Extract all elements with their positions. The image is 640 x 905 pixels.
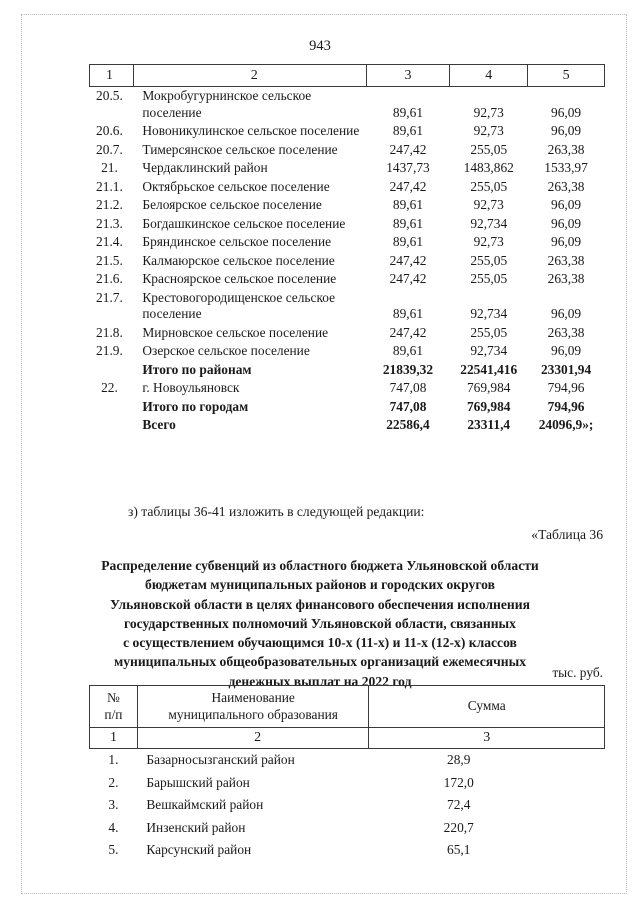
value-cell: 1437,73 — [386, 160, 430, 175]
row-number-cell: 22. — [101, 380, 118, 395]
subvention-distribution-table — [89, 685, 605, 862]
value-cell: 747,08 — [389, 398, 427, 414]
row-number-cell: 21.4. — [96, 234, 123, 249]
amendment-paragraph: з) таблицы 36-41 изложить в следующей редакции: — [128, 504, 425, 519]
municipality-name-cell: Чердаклинский район — [142, 160, 268, 175]
table-row — [90, 122, 605, 141]
row-number-cell — [90, 398, 134, 417]
municipality-name-cell: Бряндинское сельское поселение — [142, 234, 332, 249]
column-number-cell: 5 — [528, 65, 605, 87]
table-row — [90, 178, 605, 197]
value-cell: 255,05 — [470, 252, 508, 268]
municipality-name-cell: Базарносызганский район — [146, 752, 295, 767]
column-number-cell: 2 — [133, 65, 366, 87]
value-cell: 92,734 — [470, 306, 508, 321]
header-municipality-name — [137, 686, 369, 728]
municipality-name-cell: Крестовогородищенское сельское поселение — [142, 289, 336, 321]
municipality-name-cell: Красноярское сельское поселение — [142, 271, 337, 286]
municipality-name-cell: Озерское сельское поселение — [142, 343, 310, 358]
municipality-name-cell: Новоникулинское сельское поселение — [142, 123, 360, 138]
value-cell: 89,61 — [392, 104, 424, 120]
table-row — [90, 416, 605, 435]
row-number-cell: 21.6. — [96, 271, 123, 286]
table-one-container — [89, 64, 605, 435]
value-cell: 96,09 — [551, 306, 582, 321]
value-cell: 96,09 — [551, 123, 582, 138]
row-number-cell: 21.3. — [96, 215, 123, 231]
table-row — [90, 270, 605, 289]
table-row — [90, 361, 605, 380]
row-number-cell: 20.7. — [96, 141, 123, 157]
municipality-name-cell: г. Новоульяновск — [142, 380, 240, 395]
header-no-line2: п/п — [104, 706, 123, 722]
value-cell: 92,734 — [470, 215, 508, 231]
value-cell: 263,38 — [547, 252, 585, 268]
municipality-name-cell: Вешкаймский район — [146, 797, 264, 812]
units-label: тыс. руб. — [552, 665, 603, 680]
page-title — [60, 556, 580, 691]
municipality-name-cell: Мирновское сельское поселение — [142, 324, 329, 340]
municipality-name-cell: Барышский район — [146, 774, 250, 790]
table-caption-label: «Таблица 36 — [531, 527, 603, 542]
value-cell: 769,984 — [466, 380, 511, 395]
value-cell: 1533,97 — [544, 160, 588, 175]
page-title-line: Распределение субвенций из областного бюджета Ульяновской области — [101, 558, 539, 573]
row-number-cell: 21.9. — [96, 343, 123, 358]
row-number-cell: 21.1. — [96, 178, 123, 194]
value-cell: 92,73 — [473, 197, 504, 212]
value-cell: 747,08 — [389, 380, 427, 395]
row-number-cell: 5. — [108, 842, 119, 857]
table-row — [90, 342, 605, 361]
value-cell: 89,61 — [392, 123, 424, 138]
value-cell: 96,09 — [551, 197, 582, 212]
table-row — [90, 196, 605, 215]
value-cell: 96,09 — [551, 343, 582, 358]
table-row — [90, 159, 605, 178]
column-number-cell: 2 — [137, 728, 369, 749]
header-no-line1: № — [107, 690, 120, 705]
column-number-cell: 1 — [90, 65, 134, 87]
table-row — [90, 252, 605, 271]
value-cell: 247,42 — [389, 141, 427, 157]
municipality-name-cell: Инзенский район — [146, 819, 246, 835]
row-number-cell: 21.2. — [96, 197, 123, 212]
table-row — [90, 772, 605, 795]
municipality-name-cell: Карсунский район — [146, 842, 252, 857]
value-cell: 89,61 — [392, 197, 424, 212]
header-name-line1: Наименование — [211, 690, 295, 705]
value-cell: 794,96 — [547, 398, 585, 414]
value-cell: 247,42 — [389, 178, 427, 194]
value-cell: 24096,9»; — [538, 417, 594, 432]
page-title-line: муниципальных общеобразовательных организаций ежемесячных — [113, 654, 527, 670]
table-row — [90, 87, 605, 123]
value-cell: 23311,4 — [467, 417, 511, 432]
value-cell: 89,61 — [392, 343, 424, 358]
header-row-number — [90, 686, 138, 728]
column-number-cell: 3 — [366, 65, 450, 87]
municipality-name-cell: Всего — [142, 417, 176, 432]
table-two-header-row — [90, 686, 605, 728]
value-cell: 92,73 — [473, 123, 504, 138]
table-one-column-number-row — [90, 65, 605, 87]
page-title-line: государственных полномочий Ульяновской области, связанных — [124, 615, 516, 631]
row-number-cell — [90, 416, 134, 435]
column-number-cell: 3 — [369, 728, 605, 749]
row-number-cell: 4. — [108, 819, 119, 835]
municipality-name-cell: Итого по городам — [142, 398, 249, 414]
municipality-name-cell: Калмаюрское сельское поселение — [142, 252, 335, 268]
value-cell: 89,61 — [392, 215, 424, 231]
municipality-name-cell: Белоярское сельское поселение — [142, 197, 322, 212]
value-cell: 255,05 — [470, 271, 508, 286]
municipality-name-cell: Тимерсянское сельское поселение — [142, 141, 338, 157]
value-cell: 22541,416 — [460, 361, 518, 377]
table-row — [90, 749, 605, 772]
value-cell: 255,05 — [470, 324, 508, 340]
value-cell: 92,73 — [473, 234, 504, 249]
row-number-cell: 20.5. — [96, 88, 123, 103]
municipality-name-cell: Октябрьское сельское поселение — [142, 178, 330, 194]
row-number-cell: 2. — [108, 774, 119, 790]
value-cell: 247,42 — [389, 252, 427, 268]
municipality-name-cell: Мокробугурнинское сельское поселение — [142, 88, 312, 120]
value-cell: 23301,94 — [540, 361, 592, 377]
value-cell: 247,42 — [389, 324, 427, 340]
value-cell: 255,05 — [470, 141, 508, 157]
page-number: 943 — [309, 38, 331, 54]
municipality-name-cell: Богдашкинское сельское поселение — [142, 215, 346, 231]
page-title-line: бюджетам муниципальных районов и городских округов — [145, 577, 495, 593]
value-cell: 794,96 — [547, 380, 585, 395]
page-title-line: Ульяновской области в целях финансового обеспечения исполнения — [110, 596, 530, 612]
value-cell: 263,38 — [547, 178, 585, 194]
value-cell: 89,61 — [392, 306, 424, 321]
row-number-cell: 21.7. — [96, 289, 123, 305]
row-number-cell — [90, 361, 134, 380]
budget-allocation-table-continued — [89, 64, 605, 435]
row-number-cell: 1. — [108, 752, 119, 767]
value-cell: 92,734 — [470, 343, 508, 358]
row-number-cell: 21.5. — [96, 252, 123, 268]
sum-cell: 72,4 — [447, 797, 471, 812]
value-cell: 255,05 — [470, 178, 508, 194]
sum-cell: 172,0 — [443, 774, 474, 790]
value-cell: 1483,862 — [463, 160, 514, 175]
row-number-cell: 3. — [108, 797, 119, 812]
value-cell: 92,73 — [473, 104, 504, 120]
municipality-name-cell: Итого по районам — [142, 361, 252, 377]
value-cell: 769,984 — [466, 398, 511, 414]
sum-cell: 220,7 — [443, 819, 474, 835]
value-cell: 96,09 — [551, 215, 582, 231]
value-cell: 21839,32 — [382, 361, 434, 377]
value-cell: 22586,4 — [386, 417, 430, 432]
table-row — [90, 141, 605, 160]
value-cell: 263,38 — [547, 324, 585, 340]
row-number-cell: 21.8. — [96, 324, 123, 340]
row-number-cell: 21. — [101, 160, 118, 175]
table-two-container — [89, 685, 605, 862]
value-cell: 263,38 — [547, 271, 585, 286]
value-cell: 89,61 — [392, 234, 424, 249]
table-row — [90, 215, 605, 234]
table-two-column-number-row — [90, 728, 605, 749]
page-title-line: с осуществлением обучающимся 10-х (11-х) и 11-х (12-х) классов — [123, 635, 517, 651]
value-cell: 96,09 — [551, 234, 582, 249]
table-row — [90, 794, 605, 817]
table-row — [90, 398, 605, 417]
value-cell: 247,42 — [389, 271, 427, 286]
table-row — [90, 289, 605, 324]
header-sum: Сумма — [369, 686, 605, 728]
page-title-line: денежных выплат на 2022 год — [228, 673, 412, 689]
table-row — [90, 324, 605, 343]
value-cell: 263,38 — [547, 141, 585, 157]
header-name-line2: муниципального образования — [168, 706, 338, 722]
table-row — [90, 379, 605, 398]
table-row — [90, 233, 605, 252]
sum-cell: 28,9 — [447, 752, 471, 767]
table-row — [90, 817, 605, 840]
column-number-cell: 1 — [90, 728, 138, 749]
column-number-cell: 4 — [450, 65, 528, 87]
value-cell: 96,09 — [551, 104, 582, 120]
row-number-cell: 20.6. — [96, 123, 123, 138]
table-row — [90, 839, 605, 862]
sum-cell: 65,1 — [447, 842, 471, 857]
